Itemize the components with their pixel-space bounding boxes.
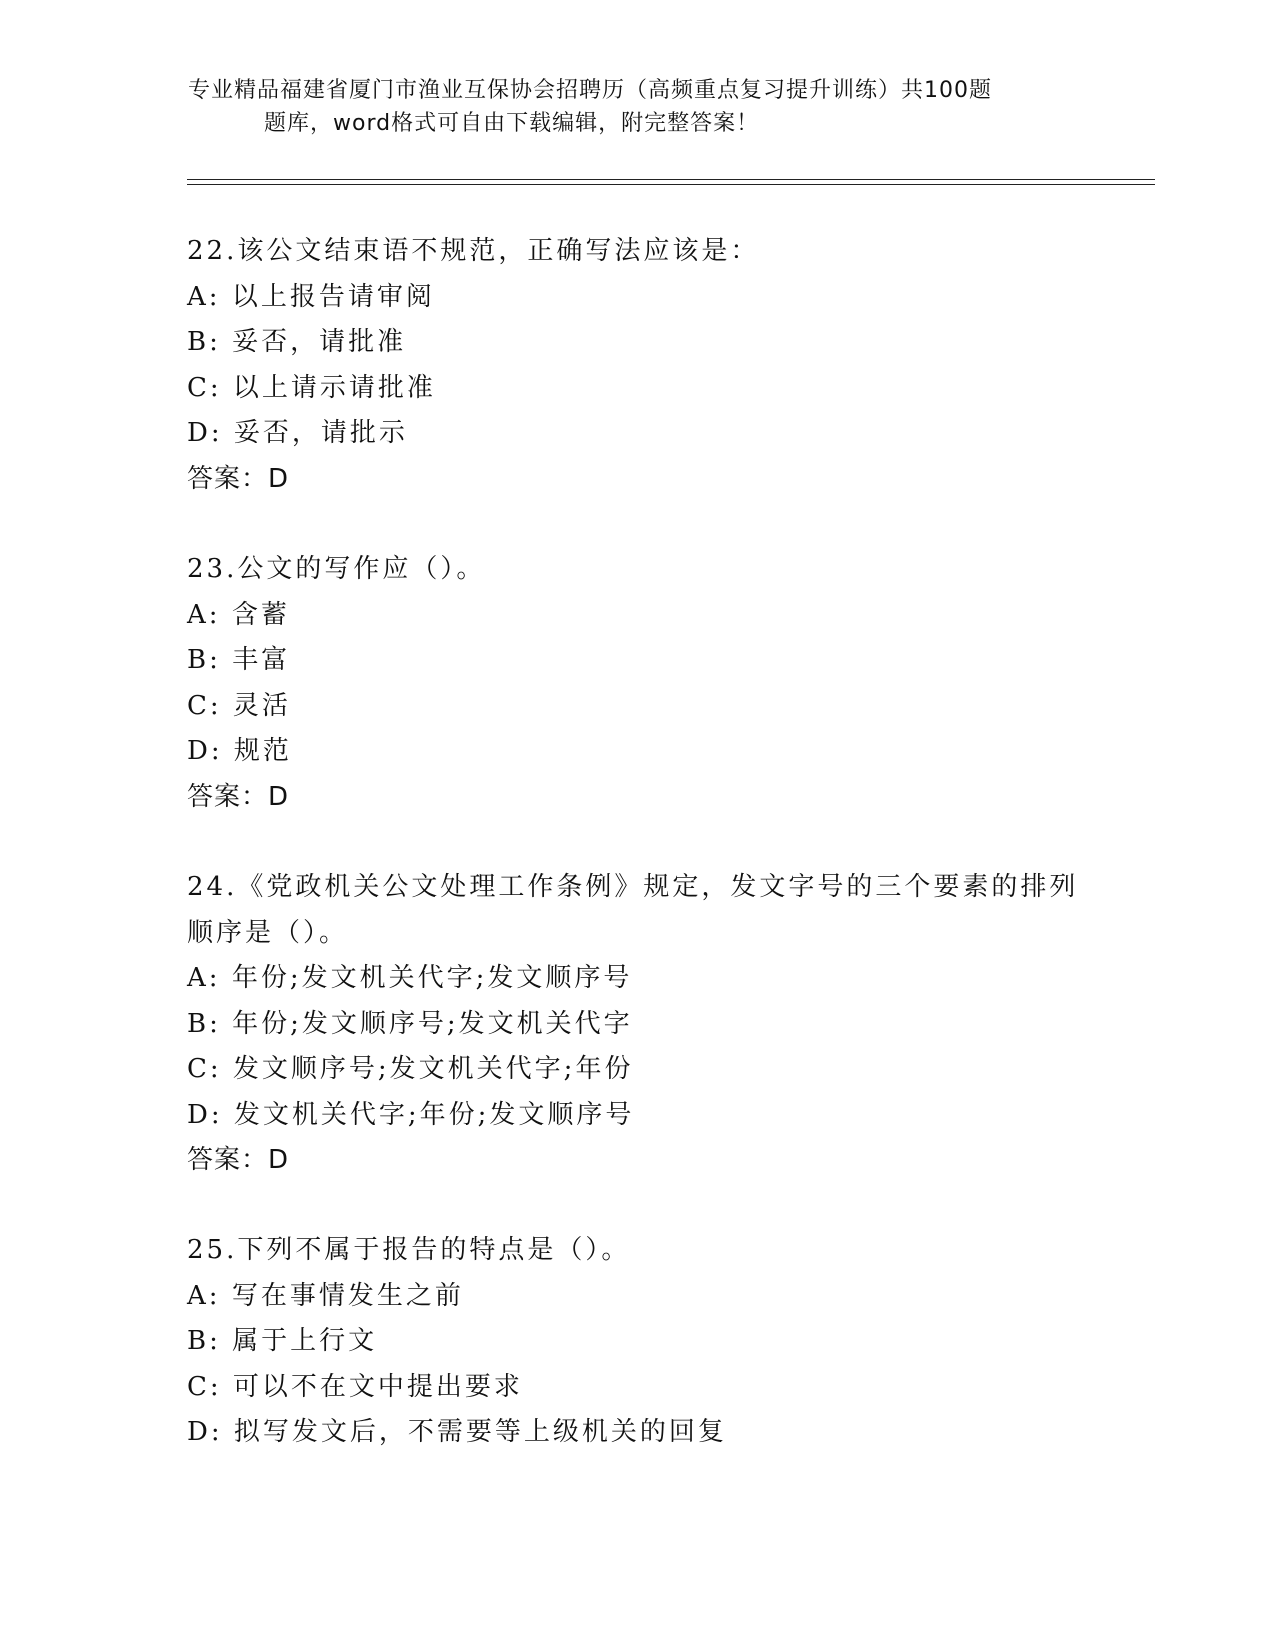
question-22: [187, 229, 1087, 502]
title-line-1: 专业精品福建省厦门市渔业互保协会招聘历（高频重点复习提升训练）共100题: [188, 78, 992, 103]
option-text: 含蓄: [231, 599, 290, 630]
option-text: 写在事情发生之前: [231, 1280, 464, 1311]
option-c: [187, 684, 1087, 730]
option-key: A:: [187, 281, 221, 312]
option-key: A:: [187, 1280, 221, 1311]
option-key: C:: [187, 1371, 222, 1402]
option-key: A:: [187, 599, 221, 630]
option-text: 年份;发文机关代字;发文顺序号: [231, 963, 633, 993]
question-24: [187, 865, 1087, 1184]
option-b: [187, 638, 1087, 684]
header-divider-top: [187, 179, 1155, 180]
question-stem-line-2: 顺序是（）。: [187, 917, 349, 948]
option-key: A:: [187, 963, 221, 993]
option-c: [187, 366, 1087, 412]
question-23: [187, 547, 1087, 820]
option-text: 以上请示请批准: [232, 372, 436, 403]
option-text: 妥否，请批准: [232, 327, 407, 357]
option-b: [187, 1002, 1087, 1048]
option-a: [187, 956, 1087, 1002]
option-key: B:: [187, 327, 221, 357]
option-text: 属于上行文: [232, 1326, 378, 1356]
header-divider-bottom: [187, 184, 1155, 185]
question-stem-line-1: 24.《党政机关公文处理工作条例》规定，发文字号的三个要素的排列: [187, 872, 1079, 902]
option-key: D:: [187, 1099, 223, 1130]
option-key: D:: [187, 1417, 223, 1447]
question-stem: 22.该公文结束语不规范，正确写法应该是：: [187, 236, 760, 266]
question-stem: 23.公文的写作应（）。: [187, 554, 486, 584]
option-c: [187, 1047, 1087, 1093]
answer-line: 答案：D: [187, 463, 290, 494]
option-key: B:: [187, 1008, 221, 1039]
option-key: B:: [187, 1326, 221, 1356]
option-a: [187, 1274, 1087, 1320]
option-d: [187, 1410, 1087, 1456]
option-a: [187, 593, 1087, 639]
option-key: C:: [187, 690, 222, 721]
option-text: 发文机关代字;年份;发文顺序号: [233, 1099, 635, 1130]
option-d: [187, 729, 1087, 775]
option-key: D:: [187, 418, 223, 448]
option-c: [187, 1365, 1087, 1411]
option-d: [187, 1093, 1087, 1139]
answer-line: 答案：D: [187, 781, 290, 812]
option-text: 可以不在文中提出要求: [232, 1371, 523, 1402]
option-key: C:: [187, 372, 222, 403]
option-text: 灵活: [232, 690, 291, 721]
answer-line: 答案：D: [187, 1145, 290, 1175]
option-key: B:: [187, 645, 221, 675]
option-d: [187, 411, 1087, 457]
option-key: D:: [187, 736, 223, 766]
question-25: [187, 1228, 1087, 1456]
option-text: 年份;发文顺序号;发文机关代字: [232, 1008, 633, 1039]
option-text: 以上报告请审阅: [231, 281, 435, 312]
option-text: 拟写发文后，不需要等上级机关的回复: [233, 1417, 727, 1447]
option-text: 规范: [233, 736, 292, 766]
option-b: [187, 1319, 1087, 1365]
option-key: C:: [187, 1054, 222, 1084]
option-text: 妥否，请批示: [233, 418, 408, 448]
question-stem: 25.下列不属于报告的特点是（）。: [187, 1235, 631, 1265]
document-title: [188, 74, 1068, 140]
title-line-2: 题库，word格式可自由下载编辑，附完整答案！: [264, 111, 760, 136]
option-a: [187, 275, 1087, 321]
option-b: [187, 320, 1087, 366]
option-text: 丰富: [232, 645, 291, 675]
option-text: 发文顺序号;发文机关代字;年份: [232, 1054, 634, 1084]
